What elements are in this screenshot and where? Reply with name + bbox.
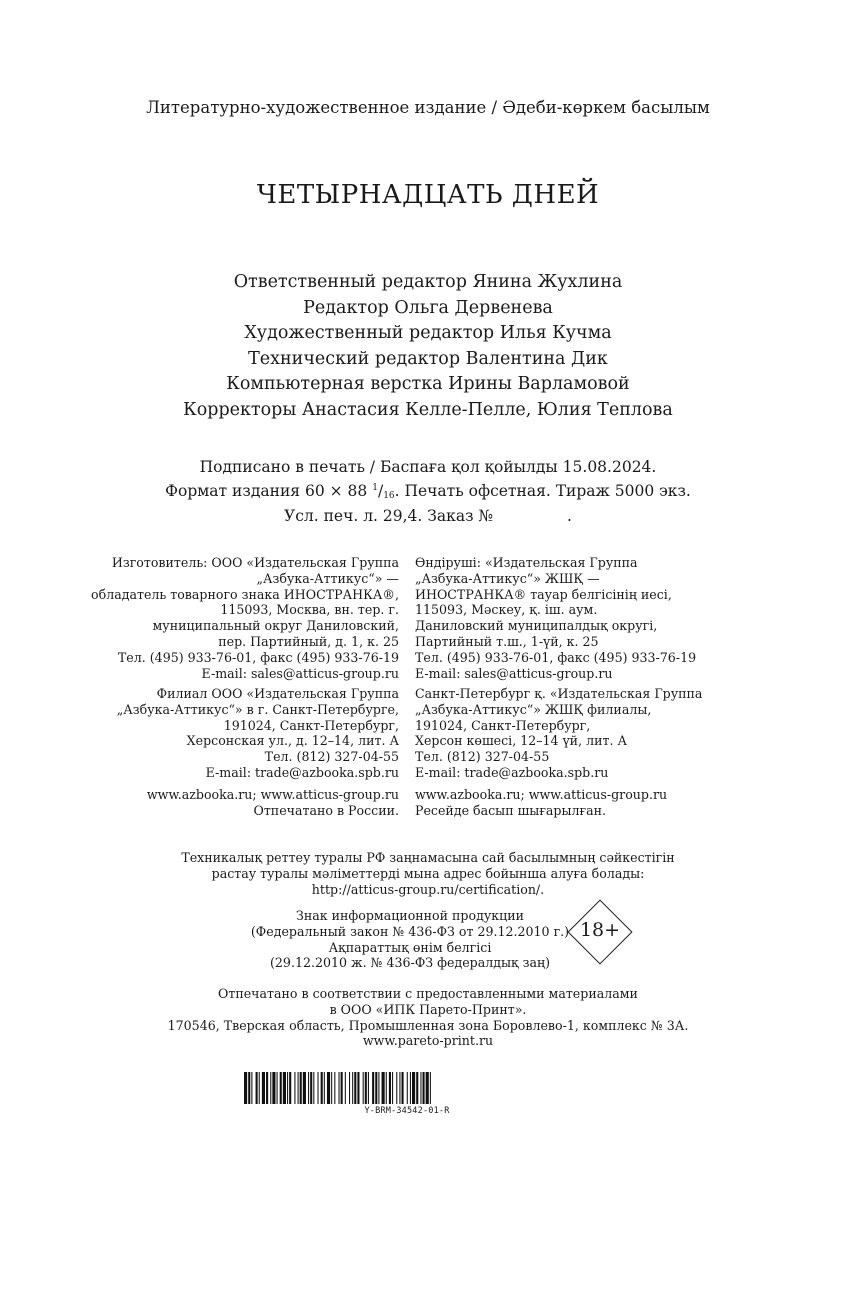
staff-line: Редактор Ольга Дервенева — [303, 297, 553, 318]
barcode-bar — [375, 1072, 377, 1104]
barcode-bar — [308, 1072, 309, 1104]
volume-line: Усл. печ. л. 29,4. Заказ № . — [284, 507, 572, 525]
barcode-bar — [407, 1072, 408, 1104]
address-line: Даниловский муниципалдық округі, — [415, 618, 658, 634]
editorial-staff — [0, 270, 856, 424]
branch-kz — [415, 686, 702, 781]
address-line: обладатель товарного знака ИНОСТРАНКА®, — [91, 586, 399, 602]
barcode-bar — [327, 1072, 330, 1104]
address-line: Тел. (812) 327-04-55 — [415, 749, 550, 765]
barcode-bar — [318, 1072, 319, 1104]
barcode-bar — [426, 1072, 429, 1104]
cert-line: растау туралы мәліметтерді мына адрес бойынша алуға болады: — [211, 865, 645, 881]
email-line: E-mail: trade@azbooka.spb.ru — [415, 764, 609, 780]
printed-in-line: Отпечатано в России. — [253, 802, 399, 818]
website-line: www.azbooka.ru; www.atticus-group.ru — [415, 787, 668, 802]
barcode-bar — [396, 1072, 397, 1104]
barcode-bar — [386, 1072, 387, 1104]
website-line: www.azbooka.ru; www.atticus-group.ru — [146, 787, 399, 802]
barcode-bar — [349, 1072, 350, 1104]
info-product-sign — [250, 908, 570, 971]
manufacturer-kz — [415, 555, 696, 681]
printer-line: 170546, Тверская область, Промышленная зона Боровлево-1, комплекс № 3А. — [167, 1017, 689, 1033]
book-title: ЧЕТЫРНАДЦАТЬ ДНЕЙ — [256, 180, 600, 210]
barcode-bar — [365, 1072, 367, 1104]
barcode-bar — [277, 1072, 278, 1104]
cert-url: http://atticus-group.ru/certification/. — [311, 881, 545, 897]
barcode-bars — [242, 1072, 572, 1104]
staff-line: Компьютерная верстка Ирины Варламовой — [226, 374, 630, 395]
address-line: 191024, Санкт-Петербург, — [415, 717, 591, 733]
barcode-bar — [341, 1072, 343, 1104]
barcode-bar — [363, 1072, 364, 1104]
barcode-bar — [251, 1072, 252, 1104]
barcode-bar — [287, 1072, 288, 1104]
barcode-bar — [420, 1072, 421, 1104]
web-ru — [147, 787, 399, 819]
address-line: Тел. (812) 327-04-55 — [264, 749, 399, 765]
branch-ru — [117, 686, 399, 781]
sign-line: Ақпараттық өнім белгісі — [328, 939, 492, 955]
address-line: Херсон көшесі, 12–14 үй, лит. А — [415, 733, 627, 749]
address-line: Изготовитель: ООО «Издательская Группа — [111, 555, 399, 570]
barcode-bar — [298, 1072, 299, 1104]
barcode-bar — [368, 1072, 369, 1104]
barcode-bar — [389, 1072, 391, 1104]
barcode-bar — [303, 1072, 306, 1104]
barcode-bar — [294, 1072, 295, 1104]
series-line: Литературно-художественное издание / Әдеби-көркем басылым — [146, 98, 710, 117]
email-line: E-mail: sales@atticus-group.ru — [415, 665, 613, 681]
address-line: Филиал ООО «Издательская Группа — [156, 686, 399, 701]
format-numerator: 1 — [372, 482, 378, 493]
printed-in-line: Ресейде басып шығарылған. — [415, 802, 607, 818]
barcode-bar — [270, 1072, 271, 1104]
address-line: Херсонская ул., д. 12–14, лит. А — [186, 733, 399, 749]
certification-note — [0, 850, 856, 897]
address-line: ИНОСТРАНКА® тауар белгісінің иесі, — [415, 586, 672, 602]
barcode-bar — [372, 1072, 374, 1104]
barcode-bar — [402, 1072, 404, 1104]
address-line: „Азбука-Аттикус“» ЖШҚ — — [415, 570, 600, 586]
printer-line: Отпечатано в соответствии с предоставленными материалами — [218, 986, 638, 1001]
manufacturer-ru — [91, 555, 399, 681]
print-info — [0, 457, 856, 527]
barcode-bar — [412, 1072, 415, 1104]
email-line: E-mail: sales@atticus-group.ru — [201, 665, 399, 681]
barcode-bar — [244, 1072, 247, 1104]
barcode-bar — [259, 1072, 260, 1104]
age-rating-badge — [567, 899, 633, 965]
barcode-bar — [280, 1072, 282, 1104]
printer-info — [0, 986, 856, 1049]
barcode-bar — [266, 1072, 268, 1104]
barcode-bar — [392, 1072, 393, 1104]
barcode-bar — [300, 1072, 302, 1104]
barcode-bar — [283, 1072, 286, 1104]
barcode-bar — [399, 1072, 400, 1104]
address-line: пер. Партийный, д. 1, к. 25 — [218, 633, 399, 649]
address-line: 115093, Москва, вн. тер. г. — [220, 602, 399, 618]
staff-line: Технический редактор Валентина Дик — [248, 348, 608, 369]
address-line: Партийный т.ш., 1-үй, к. 25 — [415, 633, 599, 649]
barcode-bar — [321, 1072, 323, 1104]
printer-url: www.pareto-print.ru — [362, 1033, 494, 1049]
web-kz — [415, 787, 667, 819]
address-line: „Азбука-Аттикус“» — — [256, 570, 399, 586]
barcode-bar — [430, 1072, 431, 1104]
barcode-bar — [410, 1072, 411, 1104]
address-line: 115093, Мәскеу, қ. іш. аум. — [415, 602, 598, 618]
staff-line: Корректоры Анастасия Келле-Пелле, Юлия Теплова — [183, 399, 673, 420]
cert-line: Техникалық реттеу туралы РФ заңнамасына сай басылымның сәйкестігін — [181, 850, 675, 865]
barcode-bar — [262, 1072, 265, 1104]
barcode-bar — [354, 1072, 356, 1104]
address-line: „Азбука-Аттикус“» ЖШҚ филиалы, — [415, 701, 652, 717]
barcode-bar — [357, 1072, 359, 1104]
address-line: муниципальный округ Даниловский, — [152, 618, 399, 634]
barcode-bar — [345, 1072, 346, 1104]
barcode-bar — [423, 1072, 425, 1104]
barcode — [242, 1072, 572, 1124]
printer-line: в ООО «ИПК Парето-Принт». — [329, 1001, 527, 1017]
staff-line: Художественный редактор Илья Кучма — [244, 323, 612, 344]
barcode-bar — [331, 1072, 332, 1104]
barcode-bar — [378, 1072, 379, 1104]
signed-line: Подписано в печать / Баспаға қол қойылды 15.08.2024. — [199, 458, 657, 476]
barcode-bar — [313, 1072, 314, 1104]
barcode-bar — [324, 1072, 325, 1104]
barcode-text: Y-BRM-34542-01-R — [364, 1106, 450, 1116]
barcode-bar — [339, 1072, 340, 1104]
barcode-bar — [272, 1072, 275, 1104]
staff-line: Ответственный редактор Янина Жухлина — [233, 272, 623, 292]
address-line: Өндіруші: «Издательская Группа — [415, 555, 638, 570]
barcode-bar — [416, 1072, 418, 1104]
format-prefix: Формат издания 60 × 88 — [165, 481, 368, 500]
address-line: 191024, Санкт-Петербург, — [223, 717, 399, 733]
format-denominator: 16 — [383, 490, 395, 501]
address-line: Тел. (495) 933-76-01, факс (495) 933-76-19 — [117, 649, 399, 665]
barcode-bar — [289, 1072, 291, 1104]
sign-line: Знак информационной продукции — [295, 908, 525, 923]
address-line: „Азбука-Аттикус“» в г. Санкт-Петербурге, — [116, 701, 399, 717]
age-rating-text: 18+ — [579, 919, 621, 941]
sign-line: (Федеральный закон № 436-ФЗ от 29.12.2010 г.) — [250, 923, 570, 939]
barcode-bar — [334, 1072, 335, 1104]
barcode-bar — [248, 1072, 250, 1104]
address-line: Тел. (495) 933-76-01, факс (495) 933-76-19 — [415, 649, 697, 665]
barcode-bar — [382, 1072, 385, 1104]
barcode-bar — [310, 1072, 312, 1104]
barcode-bar — [256, 1072, 258, 1104]
email-line: E-mail: trade@azbooka.spb.ru — [205, 764, 399, 780]
format-line: Формат издания 60 × 88 $^1/_{16}$. Печать офсетная. Тираж 5000 экз. — [165, 481, 691, 501]
format-suffix: . Печать офсетная. Тираж 5000 экз. — [394, 481, 691, 500]
sign-line: (29.12.2010 ж. № 436-ФЗ федералдық заң) — [270, 955, 550, 971]
barcode-bar — [352, 1072, 353, 1104]
address-line: Санкт-Петербург қ. «Издательская Группа — [415, 686, 703, 701]
